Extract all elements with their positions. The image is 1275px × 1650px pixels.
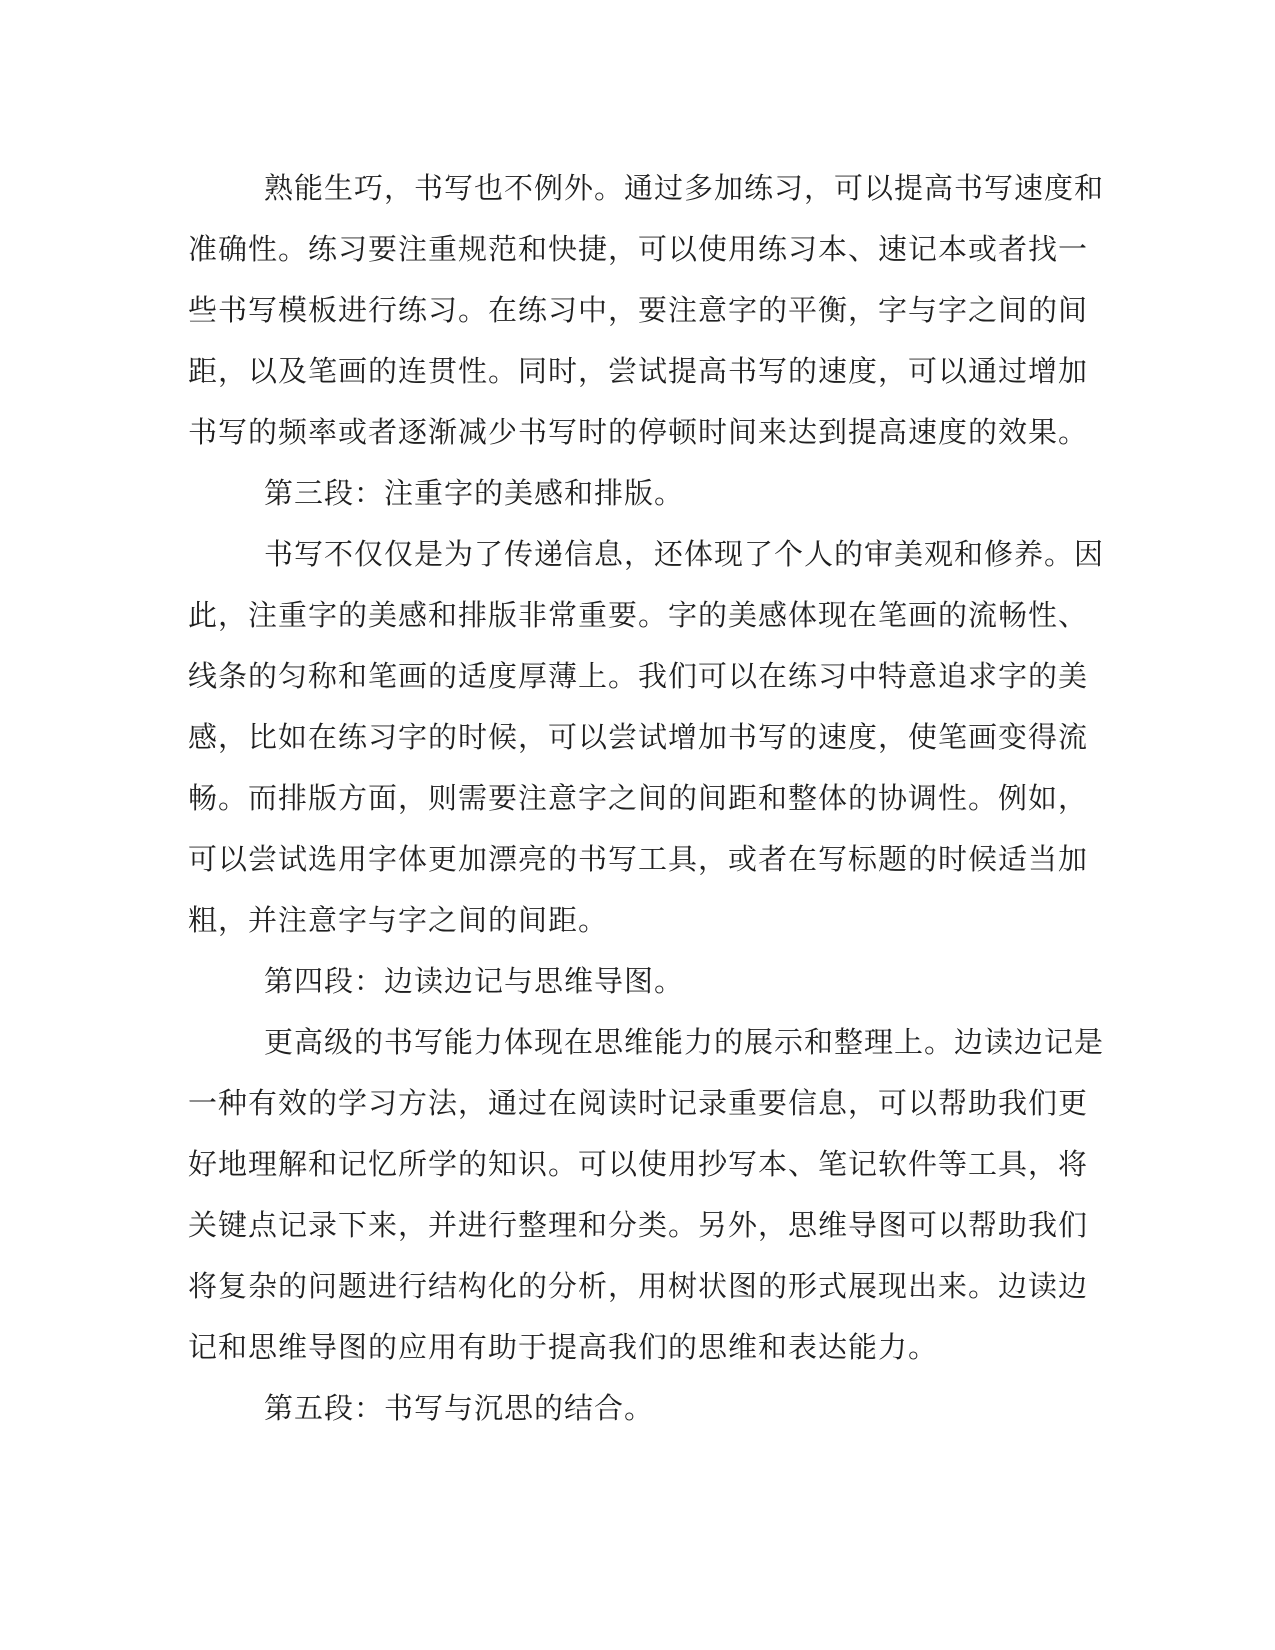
text-line: 一种有效的学习方法，通过在阅读时记录重要信息，可以帮助我们更 xyxy=(188,1086,1089,1120)
text-line: 此，注重字的美感和排版非常重要。字的美感体现在笔画的流畅性、 xyxy=(188,598,1089,632)
text-line: 书写不仅仅是为了传递信息，还体现了个人的审美观和修养。因 xyxy=(264,537,1105,571)
text-line: 畅。而排版方面，则需要注意字之间的间距和整体的协调性。例如， xyxy=(188,781,1089,815)
heading-line: 第四段：边读边记与思维导图。 xyxy=(264,964,685,998)
section-heading-five xyxy=(188,1378,1068,1439)
text-line: 将复杂的问题进行结构化的分析，用树状图的形式展现出来。边读边 xyxy=(188,1269,1089,1303)
heading-line: 第五段：书写与沉思的结合。 xyxy=(264,1391,655,1425)
paragraph-mindmap xyxy=(188,1012,1105,1378)
text-line: 更高级的书写能力体现在思维能力的展示和整理上。边读边记是 xyxy=(264,1025,1105,1059)
text-line: 线条的匀称和笔画的适度厚薄上。我们可以在练习中特意追求字的美 xyxy=(188,659,1089,693)
heading-line: 第三段：注重字的美感和排版。 xyxy=(264,476,685,510)
text-line: 距，以及笔画的连贯性。同时，尝试提高书写的速度，可以通过增加 xyxy=(188,354,1089,388)
document-body xyxy=(188,158,1105,1439)
text-line: 好地理解和记忆所学的知识。可以使用抄写本、笔记软件等工具，将 xyxy=(188,1147,1089,1181)
text-line: 准确性。练习要注重规范和快捷，可以使用练习本、速记本或者找一 xyxy=(188,232,1089,266)
section-heading-three xyxy=(188,463,1068,524)
paragraph-aesthetics xyxy=(188,524,1105,951)
paragraph-practice xyxy=(188,158,1105,463)
text-line: 些书写模板进行练习。在练习中，要注意字的平衡，字与字之间的间 xyxy=(188,293,1089,327)
text-line: 关键点记录下来，并进行整理和分类。另外，思维导图可以帮助我们 xyxy=(188,1208,1089,1242)
text-line: 记和思维导图的应用有助于提高我们的思维和表达能力。 xyxy=(188,1330,939,1364)
text-line: 粗，并注意字与字之间的间距。 xyxy=(188,903,609,937)
text-line: 书写的频率或者逐渐减少书写时的停顿时间来达到提高速度的效果。 xyxy=(188,415,1089,449)
text-line: 可以尝试选用字体更加漂亮的书写工具，或者在写标题的时候适当加 xyxy=(188,842,1089,876)
section-heading-four xyxy=(188,951,1068,1012)
text-line: 熟能生巧，书写也不例外。通过多加练习，可以提高书写速度和 xyxy=(264,171,1105,205)
text-line: 感，比如在练习字的时候，可以尝试增加书写的速度，使笔画变得流 xyxy=(188,720,1089,754)
